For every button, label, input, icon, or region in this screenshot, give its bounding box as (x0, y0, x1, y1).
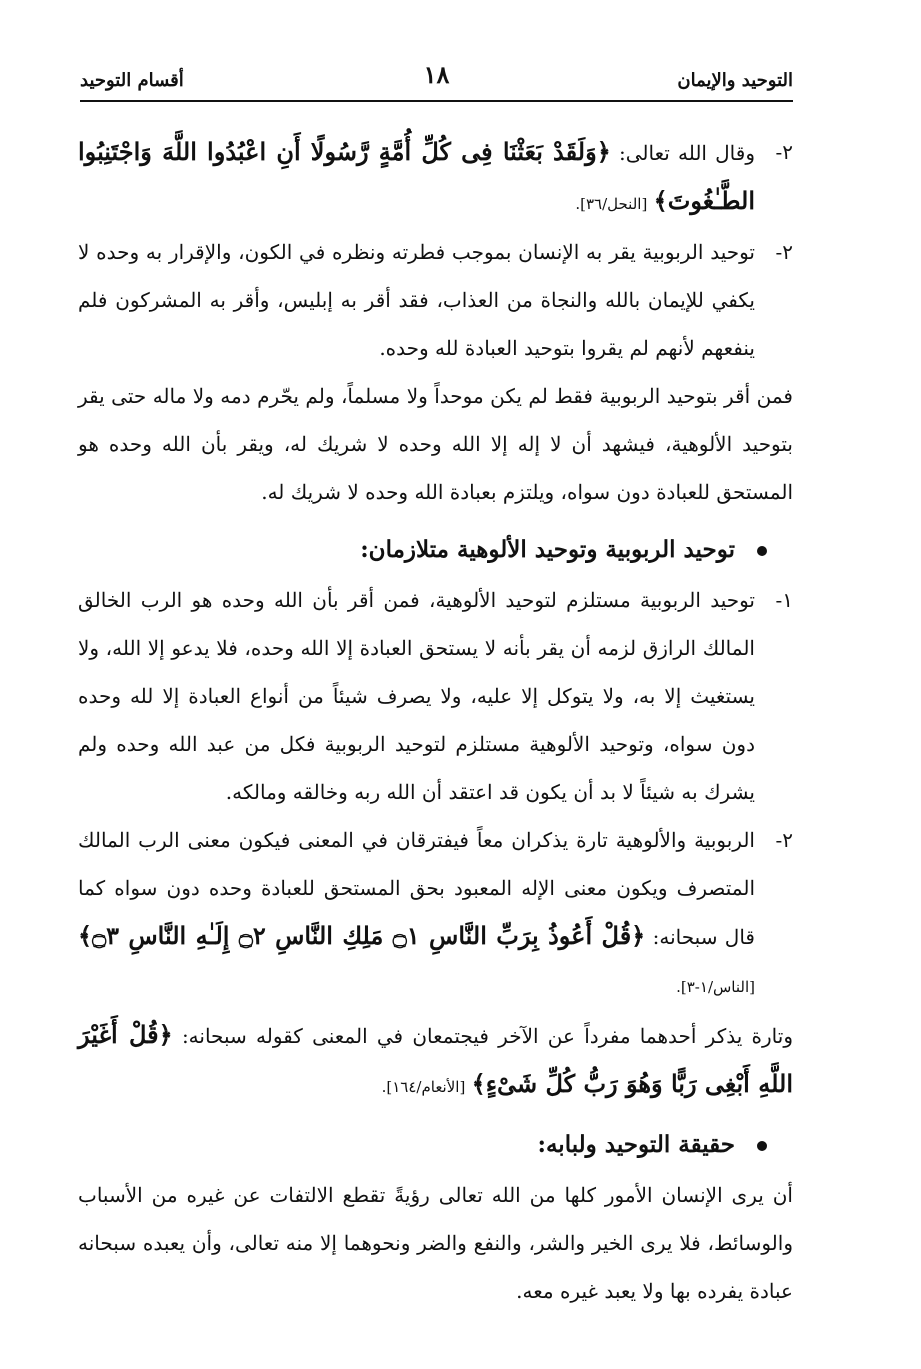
paragraph-text: وتارة يذكر أحدهما مفرداً عن الآخر فيجتمعان في المعنى كقوله سبحانه: (181, 1024, 793, 1048)
chapter-title: أقسام التوحيد (80, 70, 184, 91)
bullet-icon (757, 546, 767, 556)
bullet-icon (757, 1141, 767, 1151)
paragraph-text: توحيد الربوبية يقر به الإنسان بموجب فطرته ونظره في الكون، والإقرار به وحده لا يكفي للإيمان بالله والنجاة من العذاب، فقد أقر به إبليس، وأقر به المشركون فلم ينفعهم لأنهم لم يقروا بتوحيد العبادة لله وحده. (78, 240, 755, 360)
paragraph-rububiyyah (78, 228, 793, 372)
item-number: ٢- (775, 828, 793, 852)
paragraph-text: الربوبية والألوهية تارة يذكران معاً فيفترقان في المعنى فيكون معنى الرب المالك المتصرف ويكون معنى الإله المعبود بحق المستحق للعبادة وحده دون سواه كما قال سبحانه: (78, 828, 755, 949)
page-header (80, 60, 793, 102)
page-number: ١٨ (423, 60, 450, 89)
paragraph-rububiyyah-only (78, 372, 793, 516)
section-heading-mutual (78, 524, 767, 576)
verse-reference: [النحل/٣٦]. (575, 195, 648, 213)
section-heading-essence (78, 1119, 767, 1171)
quran-verse: ﴿وَلَقَدْ بَعَثْنَا فِى كُلِّ أُمَّةٍ رَّسُولًا أَنِ اعْبُدُوا اللَّهَ وَاجْتَنِبُوا الطَّـٰغُوتَ﴾ (78, 137, 755, 215)
paragraph-text: توحيد الربوبية مستلزم لتوحيد الألوهية، فمن أقر بأن الله وحده هو الرب الخالق المالك الرازق لزمه أن يقر بأنه لا يستحق العبادة إلا الله وحده، فلا يدعو إلا الله، ولا يستغيث إلا به، ولا يتوكل إلا عليه، ولا يصرف شيئاً من أنواع العبادة إلا لله وحده دون سواه، وتوحيد الألوهية مستلزم لتوحيد الربوبية فكل من عبد الله وحده ولم يشرك به شيئاً لا بد أن يكون قد اعتقد أن الله ربه وخالقه ومالكه. (78, 588, 755, 804)
paragraph-single-mention (78, 1011, 793, 1111)
paragraph-mutual-1 (78, 576, 793, 816)
paragraph-verse-nahl (78, 128, 793, 228)
verse-reference: [الناس/١-٣]. (676, 978, 755, 996)
verse-reference: [الأنعام/١٦٤]. (381, 1078, 466, 1096)
book-title: التوحيد والإيمان (677, 70, 793, 91)
paragraph-lead: وقال الله تعالى: (618, 141, 755, 165)
paragraph-text: أن يرى الإنسان الأمور كلها من الله تعالى رؤيةً تقطع الالتفات عن غيره من الأسباب والوسائط، فلا يرى الخير والشر، والنفع والضر ونحوهما إلا منه تعالى، وأن يعبده سبحانه عبادة يفرده بها ولا يعبد غيره معه. (78, 1183, 793, 1303)
paragraph-mutual-2 (78, 816, 793, 1011)
page-content (78, 128, 793, 1315)
quran-verse: ﴿قُلْ أَعُوذُ بِرَبِّ النَّاسِ ۝١ مَلِكِ النَّاسِ ۝٢ إِلَـٰهِ النَّاسِ ۝٣﴾ (78, 921, 646, 950)
heading-text: حقيقة التوحيد ولبابه: (537, 1131, 735, 1158)
quran-verse: ﴿قُلْ أَغَيْرَ اللَّهِ أَبْغِى رَبًّا وَهُوَ رَبُّ كُلِّ شَىْءٍ﴾ (78, 1020, 793, 1098)
paragraph-text: فمن أقر بتوحيد الربوبية فقط لم يكن موحداً ولا مسلماً، ولم يحّرم دمه ولا ماله حتى يقر بتوحيد الألوهية، فيشهد أن لا إله إلا الله وحده لا شريك له، ويقر بأن الله وحده هو المستحق للعبادة دون سواه، ويلتزم بعبادة الله وحده لا شريك له. (78, 384, 793, 504)
item-number: ٢- (775, 140, 793, 164)
paragraph-essence (78, 1171, 793, 1315)
item-number: ١- (775, 588, 793, 612)
item-number: ٢- (775, 240, 793, 264)
heading-text: توحيد الربوبية وتوحيد الألوهية متلازمان: (360, 536, 735, 563)
